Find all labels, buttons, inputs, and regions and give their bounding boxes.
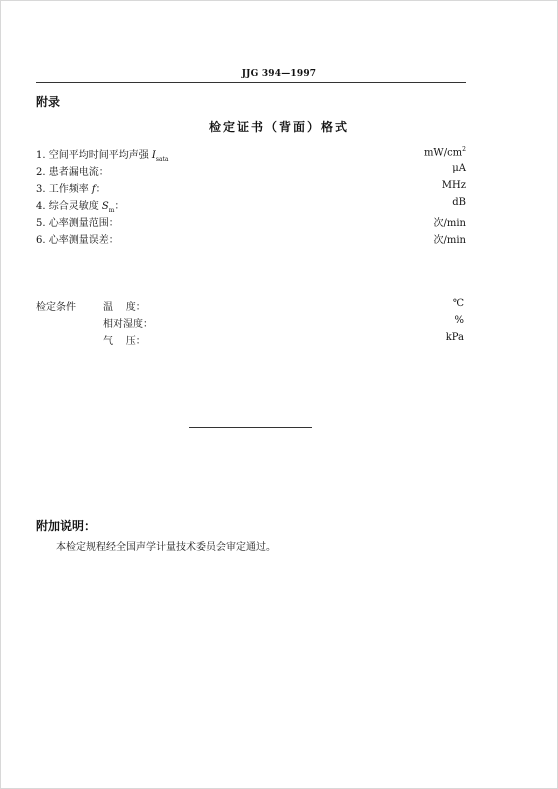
item-unit: 次/min: [433, 235, 466, 246]
condition-temperature-label: 温 度：: [103, 302, 146, 313]
item-intensity: [36, 146, 466, 161]
condition-pressure-unit: kPa: [445, 332, 464, 343]
end-rule: [189, 427, 312, 428]
page-header: JJG 394—1997: [241, 69, 317, 79]
note-title: 附加说明：: [36, 519, 97, 533]
item-unit: MHz: [441, 180, 466, 191]
certificate-title: 检定证书（背面）格式: [208, 120, 349, 134]
item-label: 3. 工作频率 f：: [36, 184, 106, 195]
item-label: 5. 心率测量范围：: [36, 218, 119, 229]
item-label: 2. 患者漏电流：: [36, 167, 109, 178]
item-sensitivity: [36, 197, 466, 212]
item-frequency: [36, 180, 466, 195]
item-unit: 次/min: [433, 218, 466, 229]
condition-humidity-label: 相对湿度：: [103, 319, 153, 330]
condition-humidity-unit: %: [454, 315, 464, 326]
conditions-heading: 检定条件: [36, 302, 76, 313]
item-label: 1. 空间平均时间平均声强 $I_{sata}$: [36, 150, 169, 163]
item-label: 4. 综合灵敏度 $S_m$：: [36, 201, 125, 214]
note-text: 本检定规程经全国声学计量技术委员会审定通过。: [56, 542, 276, 553]
item-unit: $mW/cm^2$: [423, 146, 466, 159]
condition-pressure-label: 气 压：: [103, 336, 146, 347]
item-unit: μA: [452, 163, 466, 174]
item-heart-rate-range: [36, 214, 466, 229]
appendix-label: 附录: [36, 95, 61, 109]
condition-temperature-unit: ℃: [452, 298, 464, 309]
item-heart-rate-error: [36, 231, 466, 246]
item-leakage-current: [36, 163, 466, 178]
header-rule: [36, 82, 466, 83]
item-label: 6. 心率测量误差：: [36, 235, 119, 246]
item-unit: dB: [452, 197, 466, 208]
